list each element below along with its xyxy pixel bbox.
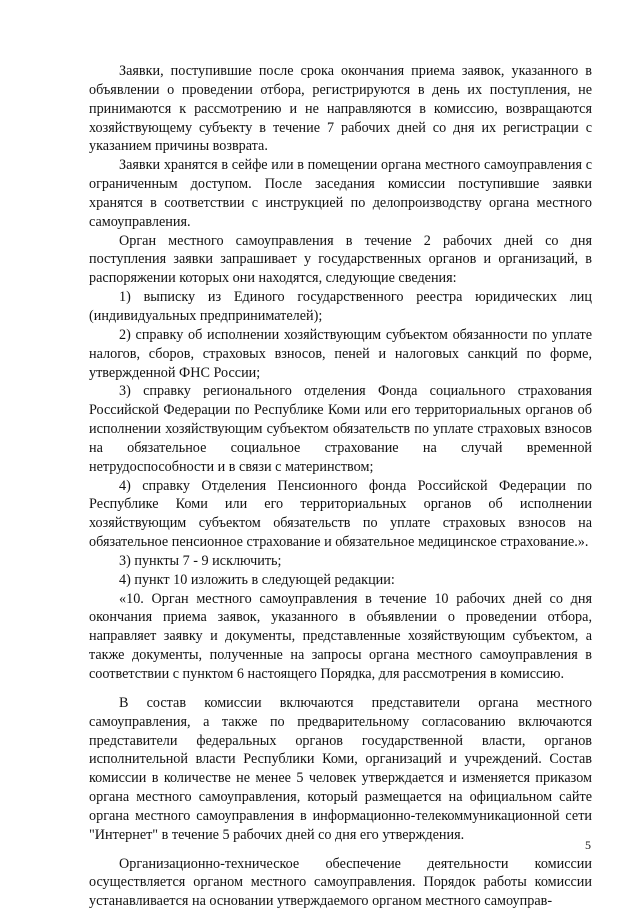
page-number: 5 bbox=[585, 838, 591, 852]
list-item-1: 1) выписку из Единого государственного реестра юридических лиц (индивидуальных предпринимателей); bbox=[89, 289, 592, 324]
list-item-2: 2) справку об исполнении хозяйствующим субъектом обязанности по уплате налогов, сборов, страховых взносов, пеней и налоговых санкций по форме, утвержденной ФНС России; bbox=[89, 326, 592, 381]
body-text bbox=[89, 62, 592, 911]
paragraph-commission: В состав комиссии включаются представители органа местного самоуправления, а также по предварительному согласованию включаются представители федеральных органов государственной власти, органов исполнительной власти Республики Коми, организаций и учреждений. Состав комиссии в количестве не менее 5 человек утверждается и изменяется приказом органа местного самоуправления, который размещается на официальном сайте органа местного самоуправления в информационно-телекоммуникационной сети "Интернет" в течение 5 рабочих дней со дня его утверждения. bbox=[89, 694, 592, 843]
paragraph-storage: Заявки хранятся в сейфе или в помещении органа местного самоуправления с ограниченным доступом. После заседания комиссии поступившие заявки хранятся в соответствии с инструкцией по делопроизводству органа местного самоуправления. bbox=[89, 157, 592, 230]
list-item-3: 3) справку регионального отделения Фонда социального страхования Российской Федерации по Республике Коми или его территориальных органов об исполнении хозяйствующим субъектом обязательств по уплате страховых взносов на обязательное социальное страхование на случай временной нетрудоспособности и в связи с материнством; bbox=[89, 383, 592, 475]
amendment-4: 4) пункт 10 изложить в следующей редакции: bbox=[119, 571, 395, 588]
amendment-3: 3) пункты 7 - 9 исключить; bbox=[119, 552, 282, 569]
paragraph-late-applications: Заявки, поступившие после срока окончания приема заявок, указанного в объявлении о проведении отбора, регистрируются в день их поступления, не принимаются к рассмотрению и не направляются в комиссию, возвращаются хозяйствующему субъекту в течение 7 рабочих дней со дня их регистрации с указанием причины возврата. bbox=[89, 63, 592, 155]
list-item-4: 4) справку Отделения Пенсионного фонда Российской Федерации по Республике Коми или его территориальных органов об исполнении хозяйствующим субъектом обязательств по уплате страховых взносов на обязательное пенсионное страхование и обязательное медицинское страхование.». bbox=[89, 477, 592, 551]
paragraph-organization: Организационно-техническое обеспечение деятельности комиссии осуществляется органом местного самоуправления. Порядок работы комиссии устанавливается на основании утверждаемого органом местного самоуправ- bbox=[89, 855, 592, 910]
paragraph-requests: Орган местного самоуправления в течение 2 рабочих дней со дня поступления заявки запрашивает у государственных органов и организаций, в распоряжении которых они находятся, следующие сведения: bbox=[89, 232, 592, 287]
paragraph-item-10: «10. Орган местного самоуправления в течение 10 рабочих дней со дня окончания приема заявок, указанного в объявлении о проведении отбора, направляет заявку и документы, представленные хозяйствующим субъектом, а также документы, полученные на запросы органа местного самоуправления в соответствии с пунктом 6 настоящего Порядка, для рассмотрения в комиссию. bbox=[89, 590, 592, 682]
